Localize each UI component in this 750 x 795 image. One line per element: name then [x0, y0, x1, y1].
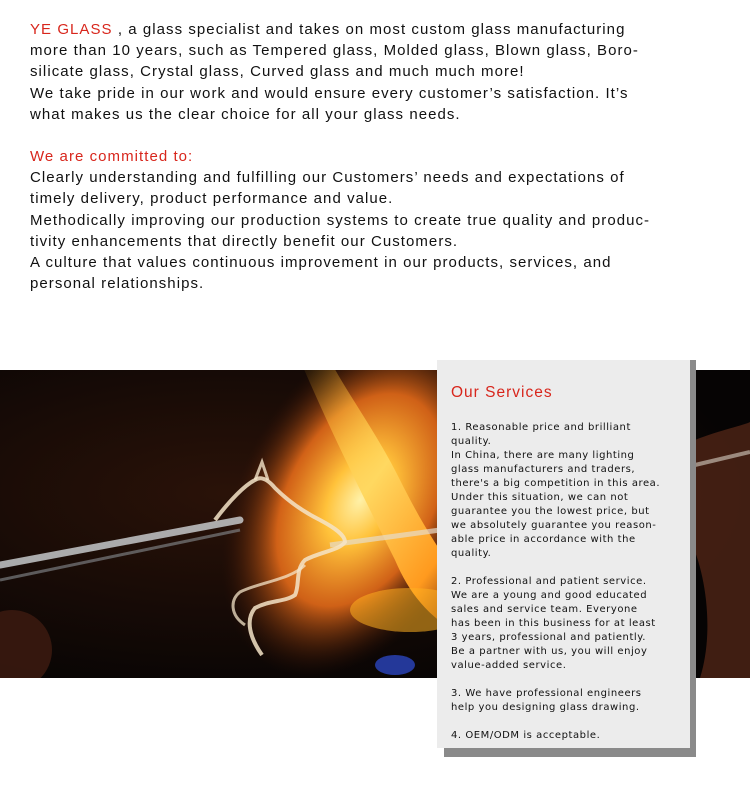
- intro-line: more than 10 years, such as Tempered glass, Molded glass, Blown glass, Boro-: [30, 42, 639, 60]
- commitment-heading: We are committed to:: [30, 148, 194, 166]
- service-line: 1. Reasonable price and brilliant: [451, 422, 631, 433]
- service-item-2: [451, 575, 680, 673]
- services-card: [437, 360, 690, 748]
- service-item-4: [451, 729, 680, 743]
- intro-text: , a glass specialist and takes on most custom glass manufacturing: [112, 21, 626, 38]
- service-item-1: [451, 421, 680, 561]
- service-line: sales and service team. Everyone: [451, 604, 638, 615]
- service-item-3: [451, 687, 680, 715]
- service-line: 4. OEM/ODM is acceptable.: [451, 730, 601, 741]
- commitment-line: timely delivery, product performance and value.: [30, 190, 394, 208]
- intro-line: [30, 19, 735, 40]
- intro-line: silicate glass, Crystal glass, Curved glass and much much more!: [30, 63, 525, 81]
- service-line: We are a young and good educated: [451, 590, 648, 601]
- commitment-line: tivity enhancements that directly benefit our Customers.: [30, 232, 459, 250]
- service-line: 3. We have professional engineers: [451, 688, 642, 699]
- service-line: we absolutely guarantee you reason-: [451, 520, 657, 531]
- service-line: 3 years, professional and patiently.: [451, 632, 647, 643]
- services-title: Our Services: [451, 384, 553, 401]
- intro-line: what makes us the clear choice for all your glass needs.: [30, 105, 461, 123]
- service-line: 2. Professional and patient service.: [451, 576, 647, 587]
- service-line: value-added service.: [451, 660, 567, 671]
- service-line: glass manufacturers and traders,: [451, 464, 636, 475]
- commitment-line: Methodically improving our production systems to create true quality and produc-: [30, 211, 651, 229]
- service-line: has been in this business for at least: [451, 618, 656, 629]
- commitment-line: personal relationships.: [30, 275, 205, 293]
- service-line: In China, there are many lighting: [451, 450, 635, 461]
- service-line: able price in accordance with the: [451, 534, 636, 545]
- brand-name: YE GLASS: [30, 21, 113, 38]
- service-line: there's a big competition in this area.: [451, 478, 661, 489]
- commitment-line: Clearly understanding and fulfilling our Customers’ needs and expectations of: [30, 169, 625, 187]
- service-line: guarantee you the lowest price, but: [451, 506, 650, 517]
- intro-section: [30, 19, 735, 294]
- service-line: Under this situation, we can not: [451, 492, 629, 503]
- service-line: Be a partner with us, you will enjoy: [451, 646, 648, 657]
- service-line: help you designing glass drawing.: [451, 702, 640, 713]
- service-line: quality.: [451, 548, 492, 559]
- service-line: quality.: [451, 436, 492, 447]
- intro-line: We take pride in our work and would ensure every customer’s satisfaction. It’s: [30, 84, 629, 102]
- commitment-line: A culture that values continuous improvement in our products, services, and: [30, 254, 612, 272]
